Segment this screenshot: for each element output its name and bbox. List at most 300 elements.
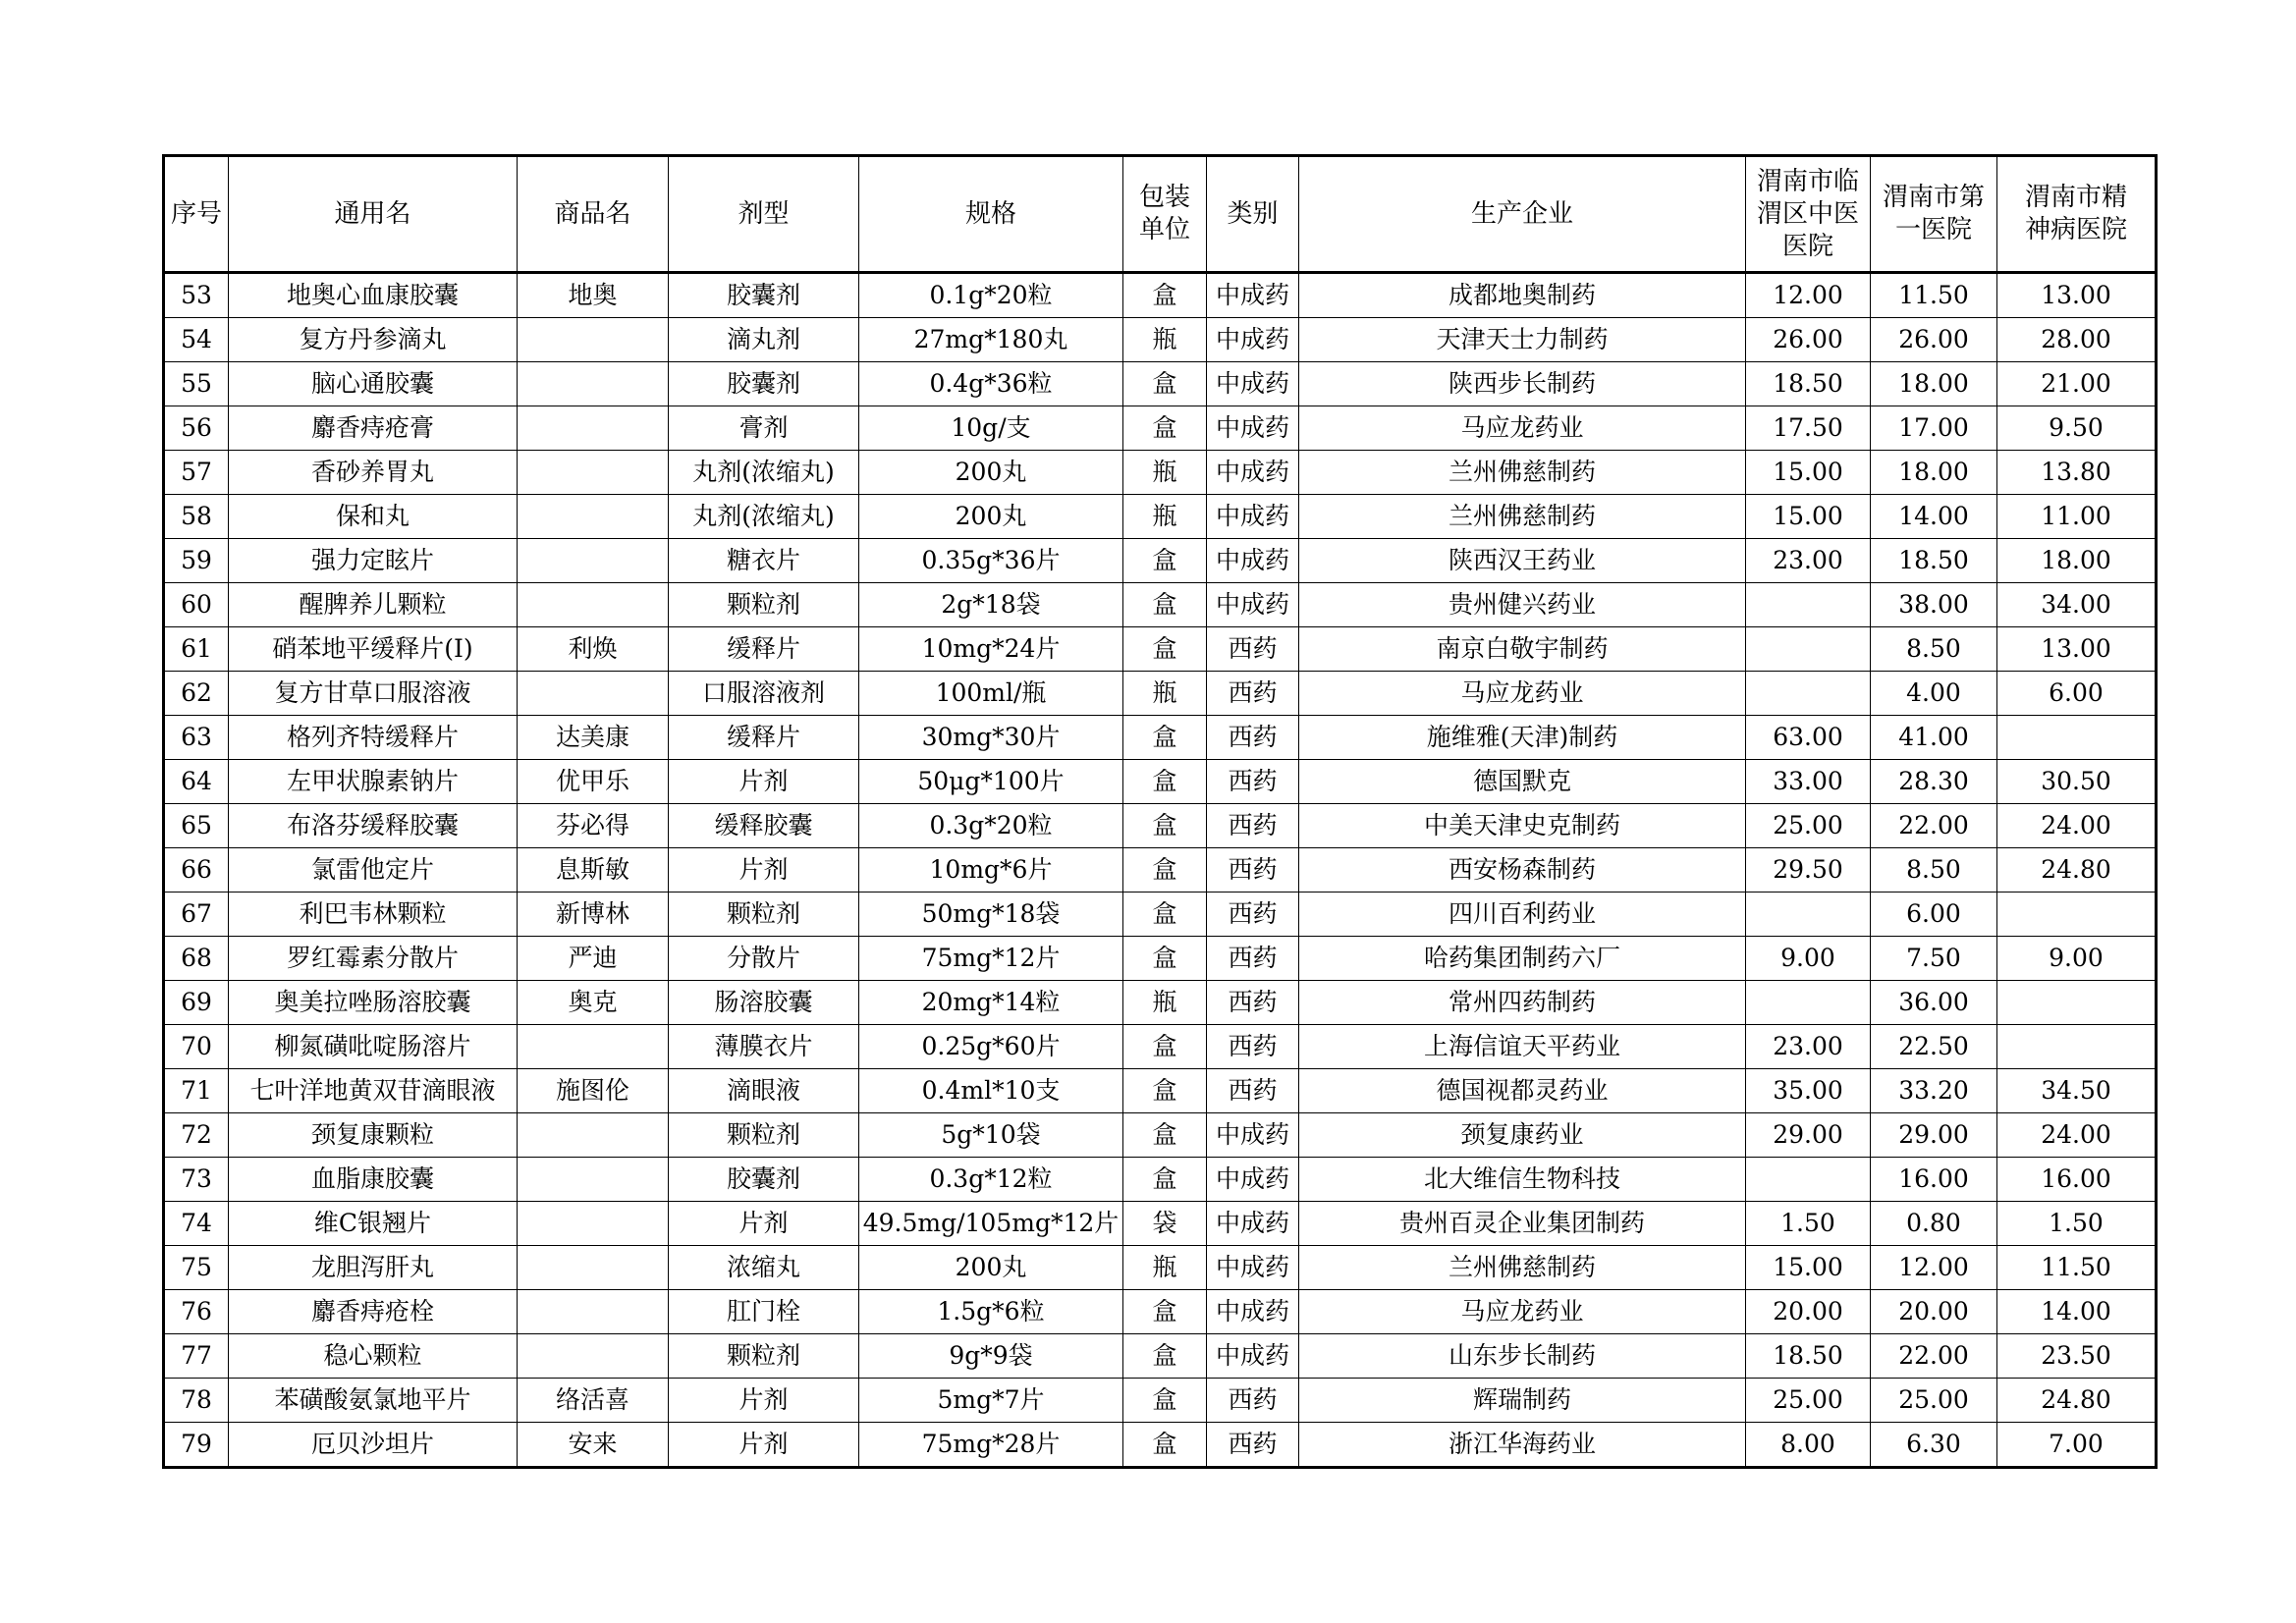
cell-brand-name: 严迪 bbox=[518, 937, 669, 981]
cell-generic-name: 复方甘草口服溶液 bbox=[229, 672, 518, 716]
cell-generic-name: 维C银翘片 bbox=[229, 1202, 518, 1246]
table-row bbox=[164, 451, 2157, 495]
cell-no: 58 bbox=[164, 495, 229, 539]
cell-generic-name: 利巴韦林颗粒 bbox=[229, 893, 518, 937]
cell-unit: 瓶 bbox=[1123, 318, 1207, 362]
cell-generic-name: 七叶洋地黄双苷滴眼液 bbox=[229, 1069, 518, 1113]
cell-price-hospital-3: 11.50 bbox=[1997, 1246, 2157, 1290]
cell-manufacturer: 颈复康药业 bbox=[1299, 1113, 1746, 1158]
cell-generic-name: 左甲状腺素钠片 bbox=[229, 760, 518, 804]
table-row bbox=[164, 1025, 2157, 1069]
cell-price-hospital-1: 9.00 bbox=[1746, 937, 1871, 981]
table-row bbox=[164, 937, 2157, 981]
cell-price-hospital-3: 23.50 bbox=[1997, 1334, 2157, 1379]
cell-brand-name bbox=[518, 362, 669, 406]
cell-price-hospital-1: 17.50 bbox=[1746, 406, 1871, 451]
cell-brand-name bbox=[518, 495, 669, 539]
cell-no: 69 bbox=[164, 981, 229, 1025]
cell-category: 中成药 bbox=[1207, 583, 1299, 627]
table-row bbox=[164, 273, 2157, 318]
cell-price-hospital-1: 8.00 bbox=[1746, 1423, 1871, 1468]
cell-price-hospital-1: 1.50 bbox=[1746, 1202, 1871, 1246]
cell-manufacturer: 兰州佛慈制药 bbox=[1299, 451, 1746, 495]
header-manufacturer: 生产企业 bbox=[1299, 156, 1746, 273]
cell-no: 75 bbox=[164, 1246, 229, 1290]
cell-dosage-form: 分散片 bbox=[669, 937, 859, 981]
header-hospital-2: 渭南市第一医院 bbox=[1871, 156, 1997, 273]
cell-brand-name: 芬必得 bbox=[518, 804, 669, 848]
cell-dosage-form: 丸剂(浓缩丸) bbox=[669, 451, 859, 495]
cell-manufacturer: 辉瑞制药 bbox=[1299, 1379, 1746, 1423]
cell-manufacturer: 哈药集团制药六厂 bbox=[1299, 937, 1746, 981]
cell-generic-name: 香砂养胃丸 bbox=[229, 451, 518, 495]
cell-price-hospital-3: 18.00 bbox=[1997, 539, 2157, 583]
header-dosage-form: 剂型 bbox=[669, 156, 859, 273]
cell-category: 西药 bbox=[1207, 1025, 1299, 1069]
cell-spec: 0.4ml*10支 bbox=[859, 1069, 1123, 1113]
cell-spec: 0.4g*36粒 bbox=[859, 362, 1123, 406]
cell-brand-name bbox=[518, 1334, 669, 1379]
cell-unit: 盒 bbox=[1123, 273, 1207, 318]
cell-category: 中成药 bbox=[1207, 362, 1299, 406]
cell-spec: 0.3g*12粒 bbox=[859, 1158, 1123, 1202]
cell-generic-name: 脑心通胶囊 bbox=[229, 362, 518, 406]
cell-price-hospital-2: 22.00 bbox=[1871, 804, 1997, 848]
cell-category: 西药 bbox=[1207, 937, 1299, 981]
cell-dosage-form: 颗粒剂 bbox=[669, 893, 859, 937]
cell-unit: 瓶 bbox=[1123, 1246, 1207, 1290]
cell-price-hospital-3: 6.00 bbox=[1997, 672, 2157, 716]
cell-generic-name: 麝香痔疮膏 bbox=[229, 406, 518, 451]
table-row bbox=[164, 1202, 2157, 1246]
cell-category: 中成药 bbox=[1207, 1202, 1299, 1246]
cell-dosage-form: 滴丸剂 bbox=[669, 318, 859, 362]
cell-price-hospital-2: 16.00 bbox=[1871, 1158, 1997, 1202]
cell-price-hospital-1: 20.00 bbox=[1746, 1290, 1871, 1334]
cell-spec: 10g/支 bbox=[859, 406, 1123, 451]
cell-unit: 盒 bbox=[1123, 406, 1207, 451]
cell-price-hospital-3: 13.00 bbox=[1997, 273, 2157, 318]
table-row bbox=[164, 495, 2157, 539]
cell-spec: 0.25g*60片 bbox=[859, 1025, 1123, 1069]
cell-price-hospital-1: 26.00 bbox=[1746, 318, 1871, 362]
cell-dosage-form: 片剂 bbox=[669, 848, 859, 893]
cell-price-hospital-1: 23.00 bbox=[1746, 1025, 1871, 1069]
cell-brand-name bbox=[518, 406, 669, 451]
cell-manufacturer: 贵州百灵企业集团制药 bbox=[1299, 1202, 1746, 1246]
cell-category: 西药 bbox=[1207, 627, 1299, 672]
cell-category: 西药 bbox=[1207, 672, 1299, 716]
table-row bbox=[164, 583, 2157, 627]
cell-dosage-form: 颗粒剂 bbox=[669, 583, 859, 627]
cell-brand-name: 安来 bbox=[518, 1423, 669, 1468]
cell-price-hospital-2: 20.00 bbox=[1871, 1290, 1997, 1334]
cell-spec: 0.35g*36片 bbox=[859, 539, 1123, 583]
cell-spec: 10mg*24片 bbox=[859, 627, 1123, 672]
cell-unit: 盒 bbox=[1123, 716, 1207, 760]
header-brand-name: 商品名 bbox=[518, 156, 669, 273]
cell-price-hospital-3: 28.00 bbox=[1997, 318, 2157, 362]
cell-manufacturer: 德国视都灵药业 bbox=[1299, 1069, 1746, 1113]
cell-no: 65 bbox=[164, 804, 229, 848]
cell-price-hospital-2: 0.80 bbox=[1871, 1202, 1997, 1246]
cell-dosage-form: 缓释胶囊 bbox=[669, 804, 859, 848]
table-header bbox=[164, 156, 2157, 273]
cell-generic-name: 保和丸 bbox=[229, 495, 518, 539]
cell-price-hospital-2: 14.00 bbox=[1871, 495, 1997, 539]
cell-price-hospital-1: 18.50 bbox=[1746, 1334, 1871, 1379]
cell-no: 60 bbox=[164, 583, 229, 627]
cell-category: 中成药 bbox=[1207, 1158, 1299, 1202]
cell-unit: 盒 bbox=[1123, 1379, 1207, 1423]
cell-dosage-form: 片剂 bbox=[669, 1379, 859, 1423]
cell-generic-name: 地奥心血康胶囊 bbox=[229, 273, 518, 318]
cell-price-hospital-2: 36.00 bbox=[1871, 981, 1997, 1025]
cell-brand-name: 施图伦 bbox=[518, 1069, 669, 1113]
cell-no: 55 bbox=[164, 362, 229, 406]
cell-price-hospital-3: 34.00 bbox=[1997, 583, 2157, 627]
cell-brand-name bbox=[518, 1290, 669, 1334]
cell-spec: 49.5mg/105mg*12片 bbox=[859, 1202, 1123, 1246]
cell-price-hospital-3: 9.50 bbox=[1997, 406, 2157, 451]
cell-price-hospital-2: 7.50 bbox=[1871, 937, 1997, 981]
cell-unit: 瓶 bbox=[1123, 672, 1207, 716]
table-row bbox=[164, 981, 2157, 1025]
cell-price-hospital-2: 29.00 bbox=[1871, 1113, 1997, 1158]
cell-price-hospital-1: 23.00 bbox=[1746, 539, 1871, 583]
cell-price-hospital-1 bbox=[1746, 672, 1871, 716]
cell-category: 中成药 bbox=[1207, 451, 1299, 495]
cell-no: 71 bbox=[164, 1069, 229, 1113]
cell-unit: 盒 bbox=[1123, 893, 1207, 937]
cell-manufacturer: 兰州佛慈制药 bbox=[1299, 495, 1746, 539]
cell-price-hospital-2: 33.20 bbox=[1871, 1069, 1997, 1113]
cell-manufacturer: 马应龙药业 bbox=[1299, 406, 1746, 451]
cell-price-hospital-1: 35.00 bbox=[1746, 1069, 1871, 1113]
cell-dosage-form: 胶囊剂 bbox=[669, 362, 859, 406]
cell-unit: 盒 bbox=[1123, 362, 1207, 406]
cell-generic-name: 稳心颗粒 bbox=[229, 1334, 518, 1379]
cell-dosage-form: 片剂 bbox=[669, 1202, 859, 1246]
cell-manufacturer: 陕西汉王药业 bbox=[1299, 539, 1746, 583]
cell-price-hospital-1: 15.00 bbox=[1746, 495, 1871, 539]
header-hospital-1: 渭南市临渭区中医医院 bbox=[1746, 156, 1871, 273]
table-row bbox=[164, 848, 2157, 893]
cell-no: 77 bbox=[164, 1334, 229, 1379]
cell-unit: 盒 bbox=[1123, 1158, 1207, 1202]
table-row bbox=[164, 406, 2157, 451]
cell-brand-name: 达美康 bbox=[518, 716, 669, 760]
cell-category: 西药 bbox=[1207, 1069, 1299, 1113]
table-row bbox=[164, 1246, 2157, 1290]
cell-spec: 27mg*180丸 bbox=[859, 318, 1123, 362]
cell-brand-name: 新博林 bbox=[518, 893, 669, 937]
cell-generic-name: 复方丹参滴丸 bbox=[229, 318, 518, 362]
cell-brand-name: 奥克 bbox=[518, 981, 669, 1025]
cell-brand-name bbox=[518, 1113, 669, 1158]
cell-dosage-form: 颗粒剂 bbox=[669, 1334, 859, 1379]
cell-price-hospital-2: 6.30 bbox=[1871, 1423, 1997, 1468]
cell-category: 中成药 bbox=[1207, 1334, 1299, 1379]
cell-category: 中成药 bbox=[1207, 539, 1299, 583]
cell-generic-name: 颈复康颗粒 bbox=[229, 1113, 518, 1158]
header-row bbox=[164, 156, 2157, 273]
cell-price-hospital-1: 12.00 bbox=[1746, 273, 1871, 318]
cell-manufacturer: 贵州健兴药业 bbox=[1299, 583, 1746, 627]
table-row bbox=[164, 716, 2157, 760]
cell-generic-name: 醒脾养儿颗粒 bbox=[229, 583, 518, 627]
cell-brand-name bbox=[518, 451, 669, 495]
cell-manufacturer: 马应龙药业 bbox=[1299, 672, 1746, 716]
cell-dosage-form: 胶囊剂 bbox=[669, 1158, 859, 1202]
cell-price-hospital-1 bbox=[1746, 893, 1871, 937]
cell-spec: 75mg*12片 bbox=[859, 937, 1123, 981]
header-generic-name: 通用名 bbox=[229, 156, 518, 273]
cell-generic-name: 格列齐特缓释片 bbox=[229, 716, 518, 760]
cell-price-hospital-2: 25.00 bbox=[1871, 1379, 1997, 1423]
cell-dosage-form: 颗粒剂 bbox=[669, 1113, 859, 1158]
cell-manufacturer: 山东步长制药 bbox=[1299, 1334, 1746, 1379]
cell-unit: 盒 bbox=[1123, 1423, 1207, 1468]
cell-manufacturer: 中美天津史克制药 bbox=[1299, 804, 1746, 848]
header-spec: 规格 bbox=[859, 156, 1123, 273]
cell-manufacturer: 成都地奥制药 bbox=[1299, 273, 1746, 318]
cell-spec: 0.1g*20粒 bbox=[859, 273, 1123, 318]
cell-spec: 200丸 bbox=[859, 451, 1123, 495]
cell-price-hospital-1 bbox=[1746, 583, 1871, 627]
cell-generic-name: 氯雷他定片 bbox=[229, 848, 518, 893]
cell-unit: 盒 bbox=[1123, 804, 1207, 848]
cell-price-hospital-2: 22.00 bbox=[1871, 1334, 1997, 1379]
cell-price-hospital-2: 26.00 bbox=[1871, 318, 1997, 362]
cell-spec: 200丸 bbox=[859, 1246, 1123, 1290]
table-row bbox=[164, 804, 2157, 848]
cell-unit: 盒 bbox=[1123, 760, 1207, 804]
cell-price-hospital-3 bbox=[1997, 716, 2157, 760]
table-row bbox=[164, 1290, 2157, 1334]
cell-spec: 9g*9袋 bbox=[859, 1334, 1123, 1379]
cell-price-hospital-1 bbox=[1746, 1158, 1871, 1202]
cell-category: 中成药 bbox=[1207, 1246, 1299, 1290]
cell-unit: 盒 bbox=[1123, 583, 1207, 627]
cell-generic-name: 硝苯地平缓释片(Ⅰ) bbox=[229, 627, 518, 672]
cell-no: 59 bbox=[164, 539, 229, 583]
cell-no: 56 bbox=[164, 406, 229, 451]
cell-price-hospital-1: 15.00 bbox=[1746, 451, 1871, 495]
cell-price-hospital-3: 16.00 bbox=[1997, 1158, 2157, 1202]
cell-category: 西药 bbox=[1207, 848, 1299, 893]
cell-brand-name: 地奥 bbox=[518, 273, 669, 318]
cell-spec: 50mg*18袋 bbox=[859, 893, 1123, 937]
cell-manufacturer: 南京白敬宇制药 bbox=[1299, 627, 1746, 672]
header-hospital-3: 渭南市精神病医院 bbox=[1997, 156, 2157, 273]
table-row bbox=[164, 1334, 2157, 1379]
cell-category: 西药 bbox=[1207, 716, 1299, 760]
cell-price-hospital-3: 7.00 bbox=[1997, 1423, 2157, 1468]
table-row bbox=[164, 539, 2157, 583]
table-row bbox=[164, 760, 2157, 804]
cell-manufacturer: 浙江华海药业 bbox=[1299, 1423, 1746, 1468]
cell-generic-name: 强力定眩片 bbox=[229, 539, 518, 583]
cell-unit: 盒 bbox=[1123, 848, 1207, 893]
cell-price-hospital-1 bbox=[1746, 981, 1871, 1025]
cell-unit: 盒 bbox=[1123, 1113, 1207, 1158]
cell-unit: 盒 bbox=[1123, 937, 1207, 981]
cell-manufacturer: 常州四药制药 bbox=[1299, 981, 1746, 1025]
cell-price-hospital-2: 4.00 bbox=[1871, 672, 1997, 716]
cell-generic-name: 龙胆泻肝丸 bbox=[229, 1246, 518, 1290]
cell-price-hospital-1: 63.00 bbox=[1746, 716, 1871, 760]
drug-price-table bbox=[162, 154, 2158, 1469]
cell-price-hospital-3: 13.00 bbox=[1997, 627, 2157, 672]
cell-price-hospital-1: 25.00 bbox=[1746, 1379, 1871, 1423]
cell-dosage-form: 片剂 bbox=[669, 760, 859, 804]
cell-brand-name: 息斯敏 bbox=[518, 848, 669, 893]
cell-no: 79 bbox=[164, 1423, 229, 1468]
cell-dosage-form: 胶囊剂 bbox=[669, 273, 859, 318]
cell-no: 61 bbox=[164, 627, 229, 672]
cell-brand-name bbox=[518, 1158, 669, 1202]
cell-generic-name: 血脂康胶囊 bbox=[229, 1158, 518, 1202]
cell-price-hospital-2: 12.00 bbox=[1871, 1246, 1997, 1290]
cell-dosage-form: 浓缩丸 bbox=[669, 1246, 859, 1290]
cell-price-hospital-3: 24.80 bbox=[1997, 1379, 2157, 1423]
cell-brand-name: 络活喜 bbox=[518, 1379, 669, 1423]
cell-spec: 20mg*14粒 bbox=[859, 981, 1123, 1025]
cell-category: 西药 bbox=[1207, 1423, 1299, 1468]
cell-dosage-form: 膏剂 bbox=[669, 406, 859, 451]
cell-price-hospital-1: 15.00 bbox=[1746, 1246, 1871, 1290]
table-row bbox=[164, 672, 2157, 716]
cell-spec: 2g*18袋 bbox=[859, 583, 1123, 627]
cell-price-hospital-2: 18.00 bbox=[1871, 451, 1997, 495]
cell-manufacturer: 兰州佛慈制药 bbox=[1299, 1246, 1746, 1290]
cell-price-hospital-3: 14.00 bbox=[1997, 1290, 2157, 1334]
cell-no: 57 bbox=[164, 451, 229, 495]
cell-brand-name: 利焕 bbox=[518, 627, 669, 672]
cell-price-hospital-3 bbox=[1997, 1025, 2157, 1069]
cell-spec: 5g*10袋 bbox=[859, 1113, 1123, 1158]
cell-manufacturer: 马应龙药业 bbox=[1299, 1290, 1746, 1334]
cell-generic-name: 奥美拉唑肠溶胶囊 bbox=[229, 981, 518, 1025]
cell-no: 70 bbox=[164, 1025, 229, 1069]
cell-category: 中成药 bbox=[1207, 273, 1299, 318]
cell-manufacturer: 西安杨森制药 bbox=[1299, 848, 1746, 893]
cell-unit: 瓶 bbox=[1123, 495, 1207, 539]
cell-brand-name bbox=[518, 539, 669, 583]
cell-dosage-form: 肠溶胶囊 bbox=[669, 981, 859, 1025]
cell-unit: 盒 bbox=[1123, 1334, 1207, 1379]
cell-price-hospital-1: 29.50 bbox=[1746, 848, 1871, 893]
cell-manufacturer: 天津天士力制药 bbox=[1299, 318, 1746, 362]
cell-price-hospital-1: 25.00 bbox=[1746, 804, 1871, 848]
table-row bbox=[164, 318, 2157, 362]
cell-unit: 盒 bbox=[1123, 539, 1207, 583]
cell-price-hospital-2: 8.50 bbox=[1871, 848, 1997, 893]
cell-no: 66 bbox=[164, 848, 229, 893]
cell-dosage-form: 缓释片 bbox=[669, 716, 859, 760]
cell-price-hospital-2: 11.50 bbox=[1871, 273, 1997, 318]
cell-price-hospital-3: 9.00 bbox=[1997, 937, 2157, 981]
table-row bbox=[164, 1069, 2157, 1113]
cell-no: 63 bbox=[164, 716, 229, 760]
cell-generic-name: 柳氮磺吡啶肠溶片 bbox=[229, 1025, 518, 1069]
cell-category: 中成药 bbox=[1207, 1290, 1299, 1334]
table-row bbox=[164, 362, 2157, 406]
cell-unit: 盒 bbox=[1123, 1290, 1207, 1334]
cell-brand-name bbox=[518, 1202, 669, 1246]
cell-manufacturer: 北大维信生物科技 bbox=[1299, 1158, 1746, 1202]
cell-no: 78 bbox=[164, 1379, 229, 1423]
cell-price-hospital-3: 34.50 bbox=[1997, 1069, 2157, 1113]
cell-spec: 1.5g*6粒 bbox=[859, 1290, 1123, 1334]
cell-price-hospital-3: 1.50 bbox=[1997, 1202, 2157, 1246]
cell-spec: 75mg*28片 bbox=[859, 1423, 1123, 1468]
cell-dosage-form: 丸剂(浓缩丸) bbox=[669, 495, 859, 539]
cell-category: 西药 bbox=[1207, 1379, 1299, 1423]
cell-manufacturer: 施维雅(天津)制药 bbox=[1299, 716, 1746, 760]
cell-generic-name: 麝香痔疮栓 bbox=[229, 1290, 518, 1334]
cell-brand-name bbox=[518, 318, 669, 362]
cell-manufacturer: 陕西步长制药 bbox=[1299, 362, 1746, 406]
cell-unit: 盒 bbox=[1123, 1025, 1207, 1069]
cell-no: 62 bbox=[164, 672, 229, 716]
table-row bbox=[164, 627, 2157, 672]
cell-category: 西药 bbox=[1207, 893, 1299, 937]
header-no: 序号 bbox=[164, 156, 229, 273]
table-row bbox=[164, 893, 2157, 937]
cell-no: 54 bbox=[164, 318, 229, 362]
cell-spec: 30mg*30片 bbox=[859, 716, 1123, 760]
cell-manufacturer: 上海信谊天平药业 bbox=[1299, 1025, 1746, 1069]
cell-price-hospital-2: 6.00 bbox=[1871, 893, 1997, 937]
cell-price-hospital-3: 24.00 bbox=[1997, 1113, 2157, 1158]
cell-unit: 瓶 bbox=[1123, 451, 1207, 495]
cell-spec: 50μg*100片 bbox=[859, 760, 1123, 804]
cell-generic-name: 罗红霉素分散片 bbox=[229, 937, 518, 981]
cell-no: 53 bbox=[164, 273, 229, 318]
cell-brand-name bbox=[518, 1025, 669, 1069]
cell-price-hospital-2: 28.30 bbox=[1871, 760, 1997, 804]
table-row bbox=[164, 1423, 2157, 1468]
cell-price-hospital-2: 18.00 bbox=[1871, 362, 1997, 406]
cell-dosage-form: 薄膜衣片 bbox=[669, 1025, 859, 1069]
cell-category: 中成药 bbox=[1207, 495, 1299, 539]
cell-price-hospital-2: 18.50 bbox=[1871, 539, 1997, 583]
cell-price-hospital-3 bbox=[1997, 981, 2157, 1025]
cell-no: 73 bbox=[164, 1158, 229, 1202]
cell-price-hospital-3: 24.00 bbox=[1997, 804, 2157, 848]
table-row bbox=[164, 1379, 2157, 1423]
cell-spec: 10mg*6片 bbox=[859, 848, 1123, 893]
cell-category: 中成药 bbox=[1207, 406, 1299, 451]
cell-price-hospital-3: 11.00 bbox=[1997, 495, 2157, 539]
cell-price-hospital-2: 41.00 bbox=[1871, 716, 1997, 760]
cell-spec: 200丸 bbox=[859, 495, 1123, 539]
cell-price-hospital-1 bbox=[1746, 627, 1871, 672]
cell-no: 72 bbox=[164, 1113, 229, 1158]
cell-spec: 100ml/瓶 bbox=[859, 672, 1123, 716]
cell-price-hospital-3 bbox=[1997, 893, 2157, 937]
cell-dosage-form: 缓释片 bbox=[669, 627, 859, 672]
cell-dosage-form: 片剂 bbox=[669, 1423, 859, 1468]
cell-category: 西药 bbox=[1207, 981, 1299, 1025]
cell-brand-name: 优甲乐 bbox=[518, 760, 669, 804]
cell-no: 76 bbox=[164, 1290, 229, 1334]
cell-manufacturer: 四川百利药业 bbox=[1299, 893, 1746, 937]
cell-no: 64 bbox=[164, 760, 229, 804]
cell-no: 67 bbox=[164, 893, 229, 937]
